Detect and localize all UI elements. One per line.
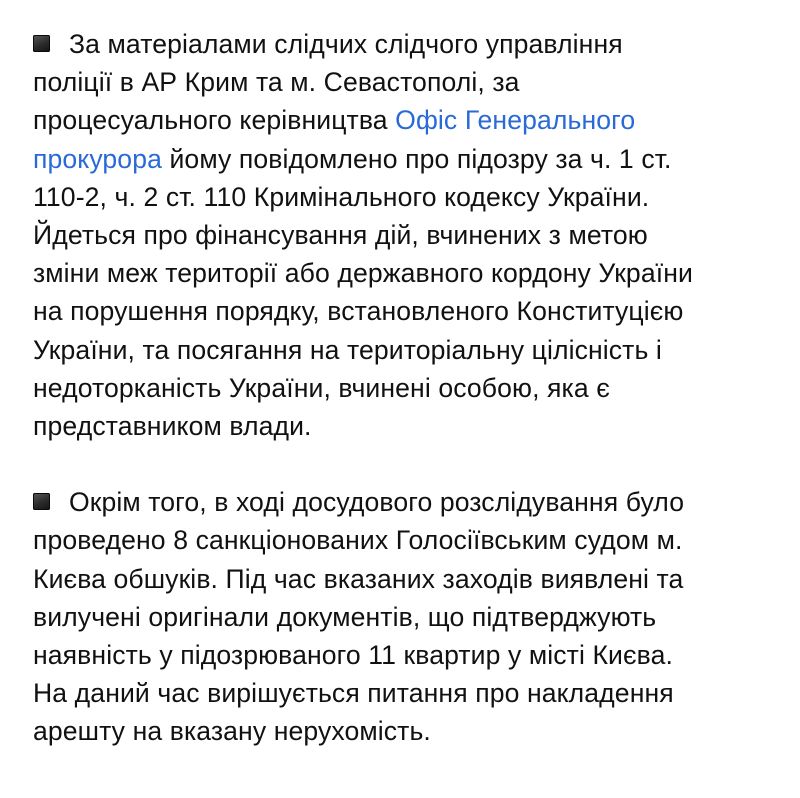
- text-line: 110-2, ч. 2 ст. 110 Кримінального кодексу України.: [33, 181, 650, 212]
- text-line: України, та посягання на територіальну цілісність і: [33, 334, 662, 365]
- text-line-content: йому повідомлено про підозру за ч. 1 ст.: [161, 143, 672, 174]
- paragraph-searches: [33, 483, 780, 750]
- text-line-content: процесуального керівництва: [33, 105, 396, 136]
- text-line: представником влади.: [33, 411, 312, 442]
- text-line: наявність у підозрюваного 11 квартир у місті Києва.: [33, 640, 673, 671]
- prosecutor-office-link[interactable]: Офіс Генерального: [395, 105, 636, 136]
- paragraph-charges: [33, 25, 780, 445]
- text-line: зміни меж території або державного кордону України: [33, 258, 693, 289]
- text-line: Києва обшуків. Під час вказаних заходів виявлені та: [33, 563, 684, 594]
- text-line: поліції в АР Крим та м. Севастополі, за: [33, 67, 520, 98]
- text-line: [33, 140, 780, 178]
- text-line: На даний час вирішується питання про накладення: [33, 678, 674, 709]
- text-line-content: За матеріалами слідчих слідчого управління: [69, 29, 623, 59]
- black-square-icon: [33, 35, 50, 52]
- text-line: [33, 101, 780, 139]
- text-line-content: Окрім того, в ході досудового розслідування було: [69, 487, 685, 518]
- text-line: проведено 8 санкціонованих Голосіївським судом м.: [33, 525, 683, 556]
- text-line: недоторканість України, вчинені особою, яка є: [33, 372, 610, 403]
- text-line: вилучені оригінали документів, що підтверджують: [33, 601, 657, 632]
- prosecutor-office-link-continued[interactable]: прокурора: [33, 143, 162, 174]
- text-line: на порушення порядку, встановленого Конституцією: [33, 296, 684, 327]
- text-line: [33, 25, 780, 63]
- black-square-icon: [33, 493, 50, 510]
- text-line: Йдеться про фінансування дій, вчинених з метою: [33, 220, 648, 251]
- text-line: [33, 483, 780, 521]
- text-line: арешту на вказану нерухомість.: [33, 716, 431, 747]
